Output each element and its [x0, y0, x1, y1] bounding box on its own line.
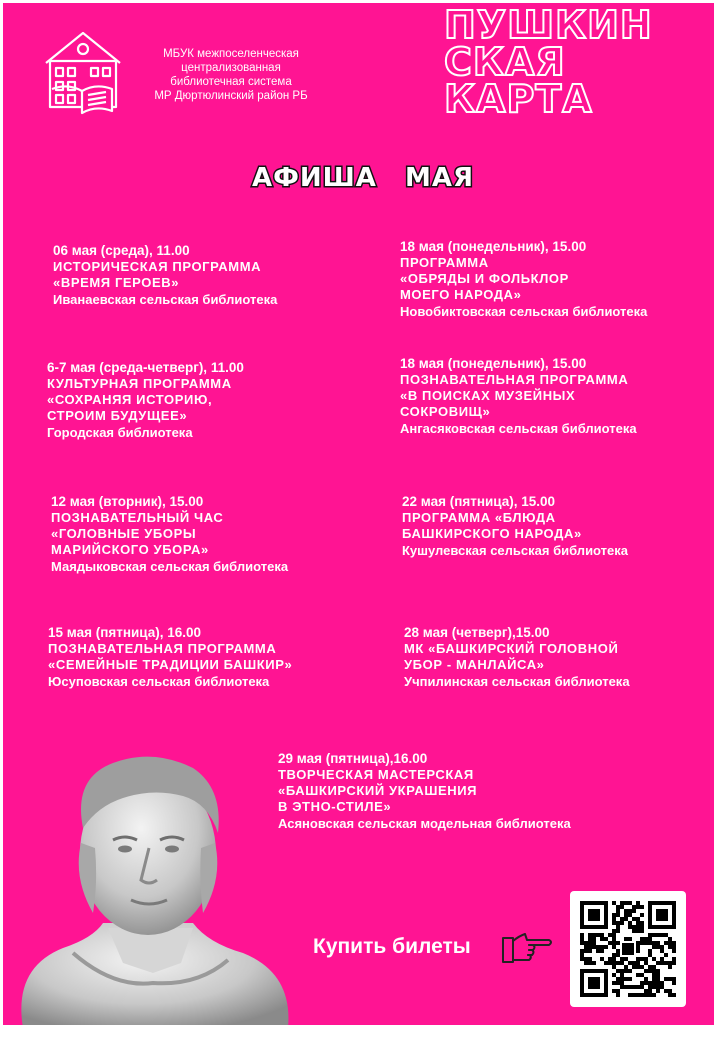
qr-code-icon — [580, 901, 676, 997]
event-title-line: СТРОИМ БУДУЩЕЕ» — [47, 408, 188, 423]
event-title-line: «В ПОИСКАХ МУЗЕЙНЫХ — [400, 388, 576, 403]
event-card — [48, 625, 292, 691]
event-title-line: ТВОРЧЕСКАЯ МАСТЕРСКАЯ — [278, 767, 474, 782]
event-venue: Иванаевская сельская библиотека — [53, 292, 278, 307]
event-date: 18 мая (понедельник), 15.00 — [400, 239, 587, 254]
event-date: 18 мая (понедельник), 15.00 — [400, 356, 587, 371]
event-card — [400, 239, 647, 321]
organization-line: МР Дюртюлинский район РБ — [154, 90, 308, 102]
library-logo-icon — [38, 25, 128, 115]
event-title-line: «ГОЛОВНЫЕ УБОРЫ — [51, 526, 197, 541]
event-venue: Асяновская сельская модельная библиотека — [278, 816, 571, 831]
event-title-line: ПОЗНАВАТЕЛЬНЫЙ ЧАС — [51, 510, 224, 525]
page-title: АФИША МАЯ — [252, 163, 474, 193]
event-title-line: «ОБРЯДЫ И ФОЛЬКЛОР — [400, 271, 569, 286]
event-venue: Городская библиотека — [47, 425, 193, 440]
event-date: 6-7 мая (среда-четверг), 11.00 — [47, 360, 244, 375]
event-venue: Новобиктовская сельская библиотека — [400, 304, 648, 319]
poster — [3, 3, 714, 1025]
brand-line: СКАЯ — [444, 40, 566, 84]
event-venue: Юсуповская сельская библиотека — [48, 674, 270, 689]
event-venue: Кушулевская сельская библиотека — [402, 543, 629, 558]
pushkin-bust-icon — [3, 748, 303, 1025]
event-card — [51, 494, 288, 576]
event-title-line: СОКРОВИЩ» — [400, 404, 491, 419]
event-card — [400, 356, 637, 438]
organization-name — [136, 47, 326, 103]
brand-line: ПУШКИН — [444, 3, 653, 47]
organization-line: библиотечная система — [170, 76, 292, 88]
event-title-line: МОЕГО НАРОДА» — [400, 287, 522, 302]
event-title-line: ПОЗНАВАТЕЛЬНАЯ ПРОГРАММА — [48, 641, 277, 656]
event-date: 12 мая (вторник), 15.00 — [51, 494, 204, 509]
event-title-line: ПОЗНАВАТЕЛЬНАЯ ПРОГРАММА — [400, 372, 629, 387]
event-venue: Маядыковская сельская библиотека — [51, 559, 289, 574]
event-card — [53, 243, 277, 309]
event-card — [47, 360, 244, 442]
event-title-line: КУЛЬТУРНАЯ ПРОГРАММА — [47, 376, 232, 391]
event-title-line: ПРОГРАММА — [400, 255, 489, 270]
event-card — [402, 494, 628, 560]
pushkin-card-logo — [444, 3, 714, 121]
event-title-line: МК «БАШКИРСКИЙ ГОЛОВНОЙ — [404, 641, 619, 656]
event-venue: Ангасяковская сельская библиотека — [400, 421, 637, 436]
event-card — [278, 751, 571, 833]
event-date: 22 мая (пятница), 15.00 — [402, 494, 556, 509]
event-title-line: «ВРЕМЯ ГЕРОЕВ» — [53, 275, 180, 290]
event-date: 28 мая (четверг),15.00 — [404, 625, 550, 640]
event-date: 29 мая (пятница),16.00 — [278, 751, 428, 766]
event-card — [404, 625, 630, 691]
event-title-line: ИСТОРИЧЕСКАЯ ПРОГРАММА — [53, 259, 262, 274]
event-title-line: «БАШКИРСКИЙ УКРАШЕНИЯ — [278, 783, 478, 798]
event-title-line: В ЭТНО-СТИЛЕ» — [278, 799, 392, 814]
event-venue: Учпилинская сельская библиотека — [404, 674, 630, 689]
buy-tickets-link[interactable]: Купить билеты — [313, 935, 471, 958]
brand-line: КАРТА — [444, 77, 593, 121]
pointing-hand-icon — [499, 928, 555, 968]
event-title-line: «СЕМЕЙНЫЕ ТРАДИЦИИ БАШКИР» — [48, 657, 293, 672]
event-title-line: БАШКИРСКОГО НАРОДА» — [402, 526, 582, 541]
event-title-line: «СОХРАНЯЯ ИСТОРИЮ, — [47, 392, 213, 407]
event-date: 15 мая (пятница), 16.00 — [48, 625, 202, 640]
organization-line: централизованная — [181, 62, 281, 74]
organization-line: МБУК межпоселенческая — [163, 48, 299, 60]
event-date: 06 мая (среда), 11.00 — [53, 243, 190, 258]
event-title-line: МАРИЙСКОГО УБОРА» — [51, 542, 209, 557]
qr-code[interactable] — [570, 891, 686, 1007]
event-title-line: ПРОГРАММА «БЛЮДА — [402, 510, 556, 525]
event-title-line: УБОР - МАНЛАЙСА» — [404, 657, 545, 672]
